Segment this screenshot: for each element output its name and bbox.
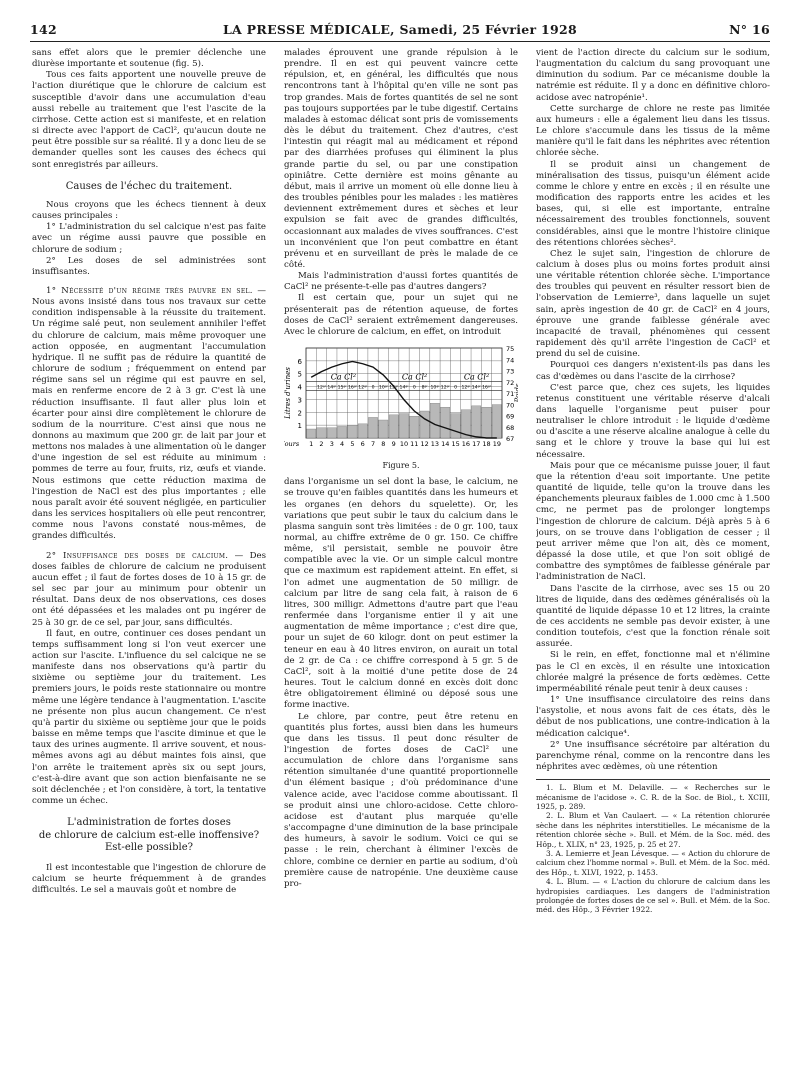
x-tick-label: 6	[360, 440, 365, 449]
urine-bar	[410, 416, 419, 438]
y2-tick-label: 74	[506, 356, 515, 365]
dose-label: 0	[412, 385, 416, 391]
y2-tick-label: 70	[506, 401, 515, 410]
y2-tick-label: 67	[506, 435, 515, 444]
y-tick-label: 3	[297, 396, 302, 405]
paragraph-body: — Nous avons insisté dans tous nos travaux sur cette condition indispensable à la réussite du traitement. Un régime salé peut, non seulement annihiler l'effet du chlorure de calcium, mais même provoquer une action opposée, en augmentant l'accumulation hydrique. Il ne suffit pas de réduire la quantité de chlorure de sodium ; fréquemment on entend par régime sans sel un régime qui est pauvre en sel, mais en renferme encore de 2 à 3 gr. C'est là une réduction insuffisante. Il faut aller plus loin et écarter pour ainsi dire complètement le chlorure de sodium de la nourriture. C'est ainsi que nous ne donnons au maximum que 200 gr. de lait par jour et mettons nos malades à une alimentation où le danger d'une ingestion de sel est réduite au minimum : pommes de terre au four, fruits, riz, œufs et viande. Nous estimons que cette réduction maxima de l'ingestion de NaCl est des plus importantes ; elle nous paraît avoir été souvent négligée, en particulier dans les services hospitaliers où elle peut rencontrer, comme nous l'avons constaté nous-mêmes, de grandes difficultés.	[32, 285, 266, 542]
paragraph: Mais pour que ce mécanisme puisse jouer, il faut que la rétention d'eau soit importante. Une petite quantité de liquide, telle qu'on la trouve dans les épanchements pleuraux faibles de 1.000 cmc à 1.500 cmc, ne permet pas de prolonger longtemps l'ingestion de chlorure de calcium. Déjà après 5 à 6 jours, on se trouve dans l'obligation de cesser ; il peut arriver même que l'on ait, dès ce moment, dépassé la dose utile, et que l'on soit obligé de combattre des symptômes de faiblesse générale par l'administration de NaCl.	[536, 460, 770, 583]
dose-label: 10ᵍʳ	[378, 385, 388, 391]
section-heading	[32, 817, 266, 855]
dose-label: 14ᵍʳ	[327, 385, 337, 391]
paragraph: Chez le sujet sain, l'ingestion de chlorure de calcium à doses plus ou moins fortes produit ainsi une véritable rétention chlorée sèche. L'importance des troubles qui peuvent en résulter ressort bien de l'observation de Lemierre³, dans laquelle un sujet sain, après ingestion de 40 gr. de CaCl² en 4 jours, éprouve une grande faiblesse générale avec incapacité de travail, phénomènes qui cessent rapidement dès qu'il arrête l'ingestion de CaCl² et prend du sel de cuisine.	[536, 248, 770, 360]
dose-label: 16ᵍʳ	[347, 385, 357, 391]
urine-bar	[317, 428, 326, 438]
urine-bar	[307, 429, 316, 438]
y2-axis-label: Poids	[514, 383, 522, 403]
footnote: 4. L. Blum. — « L'action du chlorure de calcium dans les hydropisies cardiaques. Les dangers de l'administration prolongée de fortes doses de ce sel ». Bull. et Mém. de la Soc. méd. des Hôp., 3 Février 1922.	[536, 877, 770, 915]
paragraph: C'est parce que, chez ces sujets, les liquides retenus constituent une véritable réserve d'alcali dans laquelle l'organisme peut puiser pour neutraliser le chlore introduit : le liquide d'œdème ou d'ascite a une réserve alcaline analogue à celle du sang et le chlore y trouve la base qui lui est nécessaire.	[536, 382, 770, 460]
heading-line: de chlorure de calcium est-elle inoffensive?	[38, 829, 260, 841]
paragraph: dans l'organisme un sel dont la base, le calcium, ne se trouve qu'en faibles quantités dans les humeurs et les organes (en dehors du squelette). Or, les variations que peut subir le taux du calcium dans le plasma sanguin sont très limitées : de 0 gr. 100, taux normal, au chiffre extrême de 0 gr. 150. Ce chiffre même, s'il persistait, semble ne pouvoir être compatible avec la vie. Or un simple calcul montre que ce maximum est rapidement atteint. En effet, si l'on admet une augmentation de 50 milligr. de calcium par litre de sang cela fait, à raison de 6 litres, 300 milligr. Admettons d'autre part que l'eau renfermée dans l'organisme entier il y ait une augmentation de même importance ; c'est dire que, pour un sujet de 60 kilogr. dont on peut estimer la teneur en eau à 40 litres environ, on aurait un total de 2 gr. de Ca : ce chiffre correspond à 5 gr. 5 de CaCl², soit à la moitié d'une petite dose de 24 heures. Tout le calcium donné en excès doit donc être obligatoirement éliminé ou déposé sous une forme inactive.	[284, 477, 518, 711]
x-tick-label: 1	[309, 440, 314, 449]
dose-label: 15ᵍʳ	[337, 385, 347, 391]
dose-label: 0	[371, 385, 375, 391]
urine-bar	[430, 403, 439, 438]
y2-tick-label: 73	[506, 367, 515, 376]
paragraph: Tous ces faits apportent une nouvelle preuve de l'action diurétique que le chlorure de calcium est susceptible d'avoir dans une accumulation d'eau aussi rebelle au traitement que l'est l'ascite de la cirrhose. Cette action est si manifeste, et en relation si directe avec l'apport de CaCl², qu'aucun doute ne peut être possible sur sa réalité. Il y a donc lieu de se demander quelles sont les causes des échecs qui sont enregistrés par ailleurs.	[32, 70, 266, 170]
header-rule	[30, 41, 770, 42]
annotation-label: Ca Cl²	[463, 372, 490, 382]
column-1	[32, 48, 266, 1063]
y-tick-label: 1	[297, 422, 302, 431]
x-tick-label: 8	[381, 440, 386, 449]
x-tick-label: 10	[399, 440, 409, 449]
paragraph: Dans l'ascite de la cirrhose, avec ses 15 ou 20 litres de liquide, dans des œdèmes généralisés où la quantité de liquide dépasse 10 et 12 litres, la crainte de ces accidents ne semble pas devoir exister, à une condition toutefois, c'est que la fonction rénale soit assurée.	[536, 583, 770, 650]
urine-bar	[399, 414, 408, 438]
paragraph: malades éprouvent une grande répulsion à le prendre. Il en est qui peuvent vaincre cette répulsion, et, en général, les difficultés que nous rencontrons tant à l'hôpital qu'en ville ne sont pas trop grandes. Mais de fortes quantités de sel ne sont pas toujours supportées par le tube digestif. Certains malades à estomac délicat sont pris de vomissements dès le début du traitement. Chez d'autres, c'est l'intestin qui réagit mal au médicament et répond par des diarrhées profuses qui éliminent la plus grande partie du sel, ou par une constipation opiniâtre. Cette dernière est moins gênante au début, mais il arrive un moment où elle donne lieu à des troubles pénibles pour les malades : les matières deviennent extrêmement dures et sèches et leur expulsion se fait avec de grandes difficultés, occasionnant aux malades de vives souffrances. C'est un inconvénient que l'on peut combattre en étant prévenu et en surveillant de près le malade de ce côté.	[284, 48, 518, 270]
x-tick-label: 14	[441, 440, 450, 449]
y2-tick-label: 69	[506, 412, 515, 421]
x-tick-label: 4	[340, 440, 345, 449]
x-tick-label: 7	[370, 440, 376, 449]
paragraph: 2° Une insuffisance sécrétoire par altération du parenchyme rénal, comme on la rencontre dans les néphrites avec œdèmes, où une rétention	[536, 739, 770, 772]
paragraph: vient de l'action directe du calcium sur le sodium, l'augmentation du calcium du sang provoquant une diminution du sodium. Par ce mécanisme double la natrémie est réduite. Il y a donc en définitive chloro-acidose avec natropénie¹.	[536, 48, 770, 103]
urine-bar	[451, 414, 460, 438]
figure-caption: Figure 5.	[382, 461, 420, 471]
x-tick-label: 11	[410, 440, 419, 449]
heading-line: Est-elle possible?	[104, 842, 193, 854]
paragraph-lead: 1° Nécessité d'un régime très pauvre en sel.	[46, 285, 253, 296]
urine-bar	[389, 415, 398, 438]
paragraph: 2° Les doses de sel administrées sont insuffisantes.	[32, 255, 266, 277]
x-tick-label: 3	[329, 440, 334, 449]
dose-label: 12ᵍʳ	[440, 385, 450, 391]
y-tick-label: 6	[297, 357, 302, 366]
x-axis-label: Jours	[282, 440, 300, 449]
dose-label: 10ᵍʳ	[430, 385, 440, 391]
column-3	[536, 48, 770, 1063]
x-tick-label: 9	[391, 440, 396, 449]
dose-label: 16ᵍʳ	[482, 385, 491, 391]
paragraph: Si le rein, en effet, fonctionne mal et n'élimine pas le Cl en excès, il en résulte une intoxication chlorée malgré la présence de forts œdèmes. Cette imperméabilité rénale peut tenir à deux causes :	[536, 650, 770, 694]
paragraph: Il se produit ainsi un changement de minéralisation des tissus, puisqu'un élément acide comme le chlore y entre en excès ; il en résulte une modification des rapports entre les acides et les bases, qui, si elle est importante, entraîne nécessairement des troubles fonctionnels, souvent considérables, ainsi que le montre l'histoire clinique des rétentions chlorées sèches².	[536, 159, 770, 248]
footnotes	[536, 779, 770, 915]
y-tick-label: 5	[297, 370, 302, 379]
y-axis-label: Litres d'urines	[284, 367, 292, 419]
x-tick-label: 19	[492, 440, 501, 449]
chart-svg	[282, 342, 522, 458]
x-tick-label: 17	[472, 440, 481, 449]
journal-title: LA PRESSE MÉDICALE, Samedi, 25 Février 1928	[222, 22, 578, 37]
paragraph: 1° L'administration du sel calcique n'est pas faite avec un régime aussi pauvre que possible en chlorure de sodium ;	[32, 222, 266, 255]
paragraph: 1° Une insuffisance circulatoire des reins dans l'asystolie, et nous avons fait de ces états, dès le début de nos publications, une contre-indication à la médication calcique⁴.	[536, 695, 770, 739]
dose-label: 14ᵍʳ	[399, 385, 409, 391]
paragraph-lead: 2° Insuffisance des doses de calcium.	[46, 550, 229, 561]
issue-number: N° 16	[729, 22, 770, 37]
dose-label: 12ᵍʳ	[461, 385, 471, 391]
y2-tick-label: 71	[506, 390, 515, 399]
urine-bar	[368, 417, 377, 438]
section-heading: Causes de l'échec du traitement.	[65, 180, 233, 192]
y2-tick-label: 68	[506, 423, 515, 432]
paragraph: Il est incontestable que l'ingestion de chlorure de calcium se heurte fréquemment à de grandes difficultés. Le sel a mauvais goût et nombre de	[32, 862, 266, 895]
urine-bar	[420, 411, 429, 438]
paragraph: Il est certain que, pour un sujet qui ne présenterait pas de rétention aqueuse, de fortes doses de CaCl² seraient extrêmement dangereuses. Avec le chlorure de calcium, en effet, on introduit	[284, 293, 518, 337]
heading-line: L'administration de fortes doses	[67, 817, 231, 829]
x-tick-label: 2	[319, 440, 324, 449]
x-tick-label: 18	[482, 440, 491, 449]
paragraph: Il faut, en outre, continuer ces doses pendant un temps suffisamment long si l'on veut exercer une action sur l'ascite. L'influence du sel calcique ne se manifeste dans nos observations qu'à partir du sixième ou septième jour du traitement. Les premiers jours, le poids reste stationnaire ou montre même une légère tendance à l'augmentation. L'ascite ne présente non plus aucun changement. Ce n'est qu'à partir du sixième ou septième jour que le poids baisse en même temps que l'ascite diminue et que le taux des urines augmente. Il arrive souvent, et nous-mêmes avons agi au début maintes fois ainsi, que l'on arrête le traitement après six ou sept jours, c'est-à-dire avant que son action bienfaisante ne se soit déclenchée ; et l'on considère, à tort, la tentative comme un échec.	[32, 628, 266, 806]
urine-bar	[327, 428, 336, 438]
y2-tick-label: 72	[506, 378, 515, 387]
page-number: 142	[30, 22, 57, 37]
paragraph	[32, 286, 266, 543]
paragraph: Mais l'administration d'aussi fortes quantités de CaCl² ne présente-t-elle pas d'autres dangers?	[284, 271, 518, 293]
y-tick-label: 2	[297, 409, 302, 418]
paragraph: Pourquoi ces dangers n'existent-ils pas dans les cas d'œdèmes ou dans l'ascite de la cirrhose?	[536, 360, 770, 382]
urine-bar	[358, 424, 367, 438]
x-tick-label: 13	[430, 440, 440, 449]
column-2	[282, 48, 522, 1063]
y2-tick-label: 75	[506, 345, 515, 354]
dose-label: 8ᵍʳ	[421, 385, 428, 391]
page-header	[30, 22, 770, 40]
paragraph: Cette surcharge de chlore ne reste pas limitée aux humeurs : elle a également lieu dans les tissus. Le chlore s'accumule dans les tissus de la même manière qu'il le fait dans les néphrites avec rétention chlorée sèche.	[536, 103, 770, 159]
annotation-label: Ca Cl²	[401, 372, 428, 382]
footnote: 2. L. Blum et Van Caulaert. — « La rétention chlorurée sèche dans les néphrites interstitielles. Le mécanisme de la rétention chlorée sèche ». Bull. et Mém. de la Soc. méd. des Hôp., t. XLIX, n° 23, 1925, p. 25 et 27.	[536, 811, 770, 849]
paragraph: Nous croyons que les échecs tiennent à deux causes principales :	[32, 199, 266, 222]
urine-bar	[482, 407, 491, 438]
dose-label: 12ᵍʳ	[389, 385, 399, 391]
urine-bar	[441, 407, 450, 438]
figure-5-chart	[282, 342, 522, 458]
paragraph: sans effet alors que le premier déclenche une diurèse importante et soutenue (fig. 5).	[32, 48, 266, 70]
urine-bar	[379, 420, 388, 438]
footnote: 3. A. Lemierre et Jean Lévesque. — « Action du chlorure de calcium chez l'homme normal ». Bull. et Mém. de la Soc. méd. des Hôp., t. XLVI, 1922, p. 1453.	[536, 849, 770, 877]
x-tick-label: 16	[461, 440, 471, 449]
dose-label: 0	[454, 385, 458, 391]
paragraph	[32, 551, 266, 629]
dose-label: 12ᵍʳ	[358, 385, 368, 391]
x-tick-label: 5	[350, 440, 355, 449]
annotation-label: Ca Cl²	[330, 372, 357, 382]
paragraph-body: — Des doses faibles de chlorure de calcium ne produisent aucun effet ; il faut de fortes doses de 10 à 15 gr. de sel sec par jour au minimum pour obtenir un résultat. Dans deux de nos observations, ces doses ont été dépassées et les malades ont pu ingérer de 25 à 30 gr. de ce sel, par jour, sans difficultés.	[32, 550, 266, 628]
urine-bar	[472, 406, 481, 438]
urine-bar	[348, 425, 357, 438]
paragraph: Le chlore, par contre, peut être retenu en quantités plus fortes, aussi bien dans les humeurs que dans les tissus. Il peut donc résulter de l'ingestion de fortes doses de CaCl² une accumulation de chlore dans l'organisme sans rétention simultanée d'une quantité proportionnelle d'un élément basique ; d'où prédominance d'une valence acide, avec l'acidose comme aboutissant. Il se produit ainsi une chloro-acidose. Cette chloro-acidose est d'autant plus marquée qu'elle s'accompagne d'une diminution de la base principale des humeurs, à savoir le sodium. Voici ce qui se passe : le rein, cherchant à éliminer l'excès de chlore, combine ce dernier en partie au sodium, d'où première cause de natropénie. Une deuxième cause pro-	[284, 711, 518, 889]
urine-bar	[337, 426, 346, 438]
x-tick-label: 12	[420, 440, 429, 449]
dose-label: 12ᵍʳ	[317, 385, 326, 391]
footnote: 1. L. Blum et M. Delaville. — « Recherches sur le mécanisme de l'acidose ». C. R. de la Soc. de Biol., t. XCIII, 1925, p. 289.	[536, 783, 770, 811]
y-tick-label: 4	[297, 383, 302, 392]
urine-bar	[492, 405, 501, 438]
x-tick-label: 15	[451, 440, 460, 449]
dose-label: 14ᵍʳ	[471, 385, 481, 391]
